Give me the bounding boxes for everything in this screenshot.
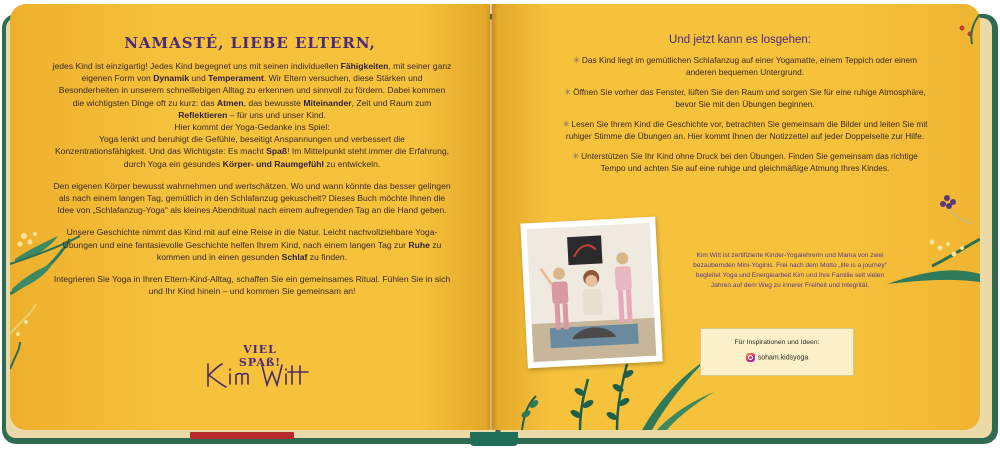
book-gutter	[486, 4, 498, 430]
asterisk-bullet-icon: ✳	[562, 119, 570, 129]
right-page-title: Und jetzt kann es losgehen:	[669, 34, 811, 46]
instruction-item: ✳ Öffnen Sie vorher das Fenster, lüften Sie den Raum und sorgen Sie für eine ruhige Atmosphäre, bevor Sie mit den Übungen beginnen.	[564, 87, 926, 109]
asterisk-bullet-icon: ✳	[572, 55, 580, 65]
signoff-text: VIEL SPAß!	[238, 343, 282, 369]
instagram-label: Für Inspirationen und Ideen:	[734, 339, 820, 346]
author-bio: Kim Witt ist zertifizierte Kinder-Yogalehrerin und Mama von zwei bezaubernden Mini-Yoginis. Frei nach dem Motto „life is a journey“ begleitet Yoga und Energiearbeit Kim und ihre Familie seit vielen Jahren auf dem Weg zu innerer Freiheit und Integrität.	[693, 252, 887, 289]
asterisk-bullet-icon: ✳	[572, 151, 580, 161]
instagram-handle: soham.kidsyoga	[757, 354, 809, 362]
instruction-item: ✳ Unterstützen Sie Ihr Kind ohne Druck bei den Übungen. Finden Sie gemeinsam das richtige Tempo und achten Sie auf eine ruhige und gleichmäßige Atmung Ihres Kindes.	[572, 151, 918, 173]
instruction-list	[560, 54, 930, 182]
left-page-body	[52, 60, 452, 307]
bookmark-ribbon-red	[190, 432, 294, 439]
instruction-item: ✳ Das Kind liegt im gemütlichen Schlafanzug auf einer Yogamatte, einem Teppich oder einem anderen bequemen Untergrund.	[572, 55, 918, 77]
instagram-handle-line	[701, 353, 853, 362]
left-page-title: NAMASTÉ, LIEBE ELTERN,	[124, 34, 376, 52]
paragraph-body-awareness: Den eigenen Körper bewusst wahrnehmen und wertschätzen. Wo und wann könnte das besser gelingen als nach einem langen Tag, gemütlich in den Schlafanzug gekuschelt? Dieses Buch möchte Ihnen die Idee von „Schlafanzug-Yoga“ als kleines Abendritual nach einem aufregenden Tag an die Hand geben.	[53, 180, 451, 216]
instagram-note-box	[700, 328, 854, 376]
paragraph-ritual: Integrieren Sie Yoga in Ihren Eltern-Kind-Alltag, schaffen Sie ein gemeinsames Ritual. Fühlen Sie in sich und Ihr Kind hinein – und kommen Sie gemeinsam an!	[53, 274, 451, 297]
instruction-item: ✳ Lesen Sie Ihrem Kind die Geschichte vor, betrachten Sie gemeinsam die Bilder und leiten Sie mit ruhiger Stimme die Übungen an. Hier kommt Ihnen der Notizzettel auf jeder Doppelseite zur Hilfe.	[562, 119, 928, 141]
signature-kim-witt	[202, 360, 312, 390]
instagram-icon	[746, 353, 755, 362]
author-family-photo	[520, 217, 662, 369]
paragraph-intro: jedes Kind ist einzigartig! Jedes Kind begegnet uns mit seinen individuellen Fähigkeiten, mit seiner ganz eigenen Form von Dynamik und Temperament. Wir Eltern versuchen, diese Stärken und Besonderheiten in unserem schnelllebigen Alltag zu erkennen und sinnvoll zu fördern. Dabei kommen die wichtigsten Dinge oft zu kurz: das Atmen, das bewusste Miteinander, Zeit und Raum zum Reflektieren – für uns und unser Kind. Hier kommt der Yoga-Gedanke ins Spiel: Yoga lenkt und beruhigt die Gefühle, beseitigt Anspannungen und verbessert die Konzentrationsfähigkeit. Und das Wichtigste: Es macht Spaß! Im Mittelpunkt steht immer die Erfahrung, durch Yoga ein gesundes Körper- und Raumgefühl zu entwickeln.	[52, 61, 452, 169]
bookmark-ribbon-green	[470, 432, 518, 446]
paragraph-story: Unsere Geschichte nimmt das Kind mit auf eine Reise in die Natur. Leicht nachvollziehbare Yoga-Übungen und eine fantasievolle Geschichte helfen Ihrem Kind, nach einem langen Tag zur Ruhe zu kommen und in einen gesunden Schlaf zu finden.	[62, 227, 442, 262]
asterisk-bullet-icon: ✳	[564, 87, 572, 97]
